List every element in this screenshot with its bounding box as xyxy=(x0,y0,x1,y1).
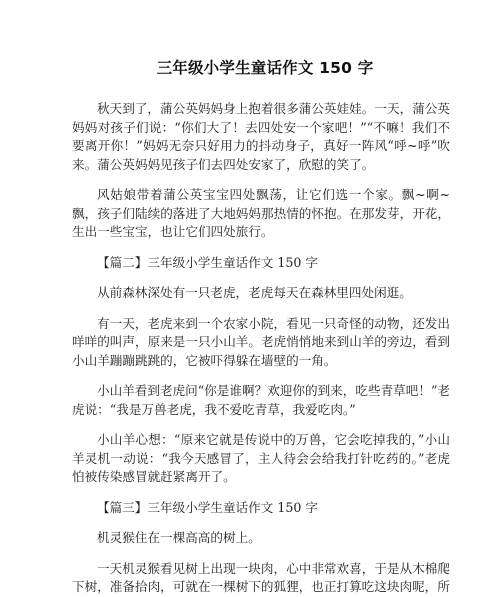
document-title: 三年级小学生童话作文 150 字 xyxy=(156,59,374,77)
paragraph: 有一天，老虎来到一个农家小院，看见一只奇怪的动物，还发出咩咩的叫声，原来是一只小山羊。老虎悄悄地来到山羊的旁边，看到小山羊蹦蹦跳跳的，它被吓得躲在墙壁的一角。 xyxy=(72,315,450,368)
paragraph: 风姑娘带着蒲公英宝宝四处飘荡，让它们选一个家。飘~啊~飘，孩子们陆续的落进了大地妈妈那热情的怀抱。在那发芽，开花，生出一些宝宝，也让它们四处旅行。 xyxy=(72,187,450,239)
paragraph: 从前森林深处有一只老虎，老虎每天在森林里四处闲逛。 xyxy=(97,285,412,300)
paragraph: 秋天到了，蒲公英妈妈身上抱着很多蒲公英娃娃。一天，蒲公英妈妈对孩子们说：“你们大了！去四处安一个家吧！”“不嘛！我们不要离开你！”妈妈无奈只好用力的抖动身子，真好一阵风“呼~呼”吹来。蒲公英妈妈见孩子们去四处安家了，欣慰的笑了。 xyxy=(72,101,450,172)
paragraph: 一天机灵猴看见树上出现一块肉，心中非常欢喜，于是从木棉爬下树，准备拾肉，可就在一棵树下的狐狸，也正打算吃这块肉呢，所 xyxy=(72,560,450,594)
paragraph: 小山羊看到老虎问“你是谁啊？欢迎你的到来，吃些青草吧！”老虎说：“我是万兽老虎，我不爱吃青草，我爱吃肉。” xyxy=(72,383,450,417)
section-heading: 【篇三】三年级小学生童话作文 150 字 xyxy=(97,499,318,515)
paragraph: 机灵猴住在一棵高高的树上。 xyxy=(97,530,261,545)
section-heading: 【篇二】三年级小学生童话作文 150 字 xyxy=(97,254,318,270)
paragraph: 小山羊心想：“原来它就是传说中的万兽，它会吃掉我的，”小山羊灵机一动说：“我今天感冒了，主人待会会给我打针吃药的。”老虎怕被传染感冒就赶紧离开了。 xyxy=(72,432,450,484)
